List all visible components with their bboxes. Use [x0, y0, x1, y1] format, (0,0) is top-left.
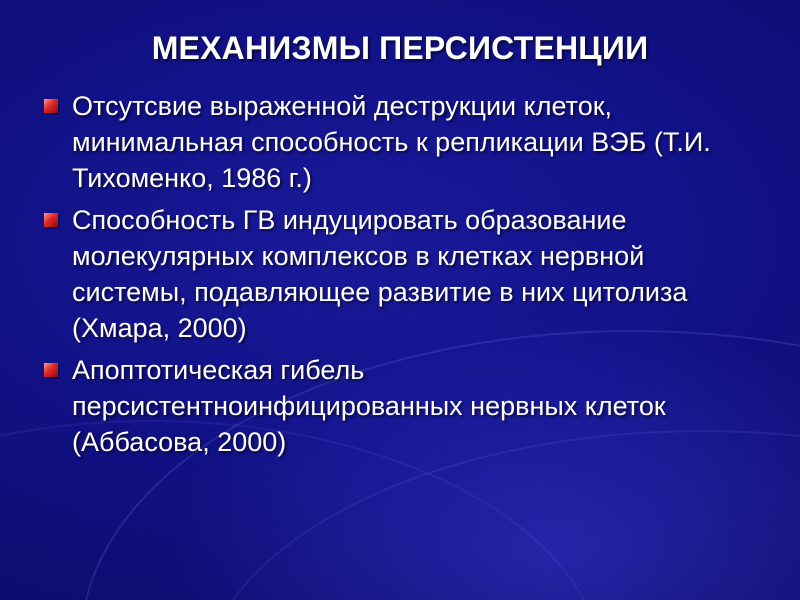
red-square-bullet-icon [44, 213, 58, 227]
bullet-text: Способность ГВ индуцировать образование молекулярных комплексов в клетках нервной системы, подавляющее развитие в них цитолиза (Хмара, 2000) [72, 205, 688, 343]
bullet-text: Отсутсвие выраженной деструкции клеток, минимальная способность к репликации ВЭБ (Т.И. Тихоменко, 1986 г.) [72, 91, 711, 193]
red-square-bullet-icon [44, 99, 58, 113]
bullet-item [40, 352, 760, 460]
bullet-item [40, 202, 760, 346]
bullet-item [40, 88, 760, 196]
bullet-list [40, 88, 760, 466]
slide-title: МЕХАНИЗМЫ ПЕРСИСТЕНЦИИ [151, 30, 649, 66]
bullet-text: Апоптотическая гибель персистентноинфицированных нервных клеток (Аббасова, 2000) [72, 355, 666, 457]
red-square-bullet-icon [44, 363, 58, 377]
